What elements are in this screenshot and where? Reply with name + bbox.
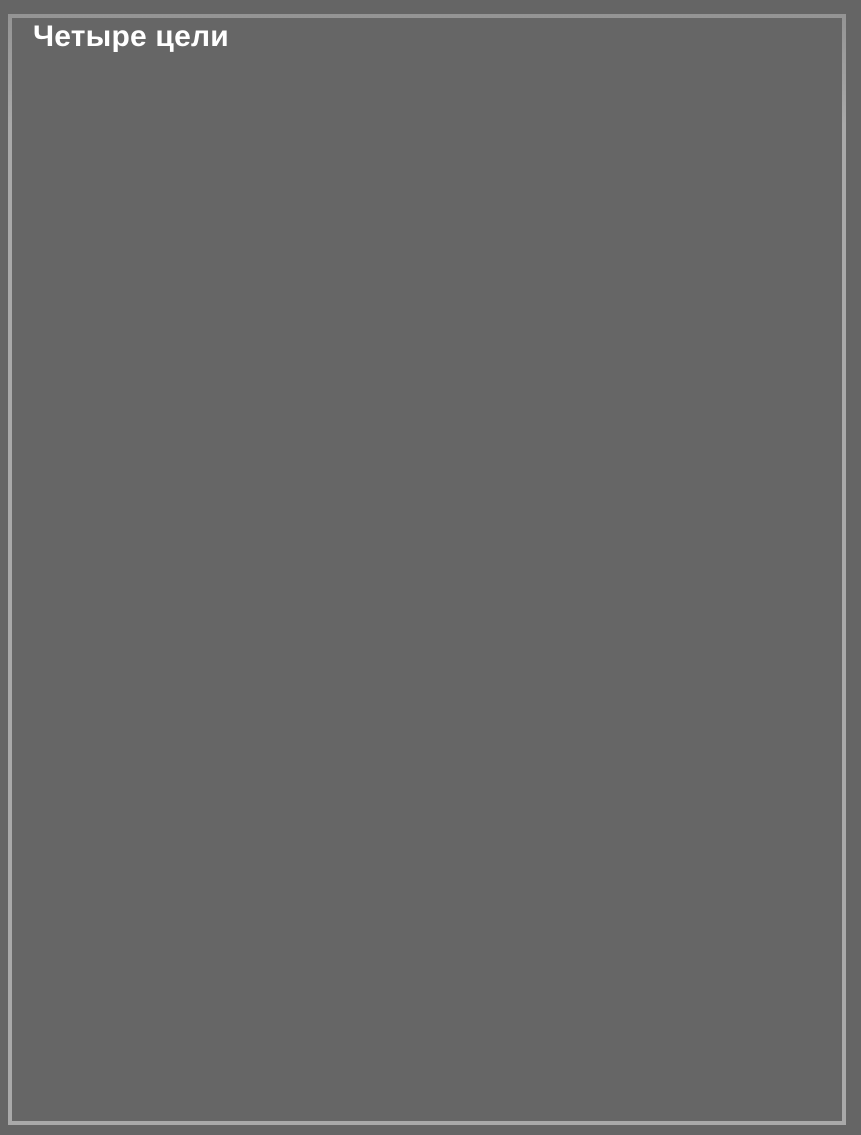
slide-surface [12,18,842,1121]
slide-title: Четыре цели [33,20,229,53]
slide-frame [8,14,846,1125]
